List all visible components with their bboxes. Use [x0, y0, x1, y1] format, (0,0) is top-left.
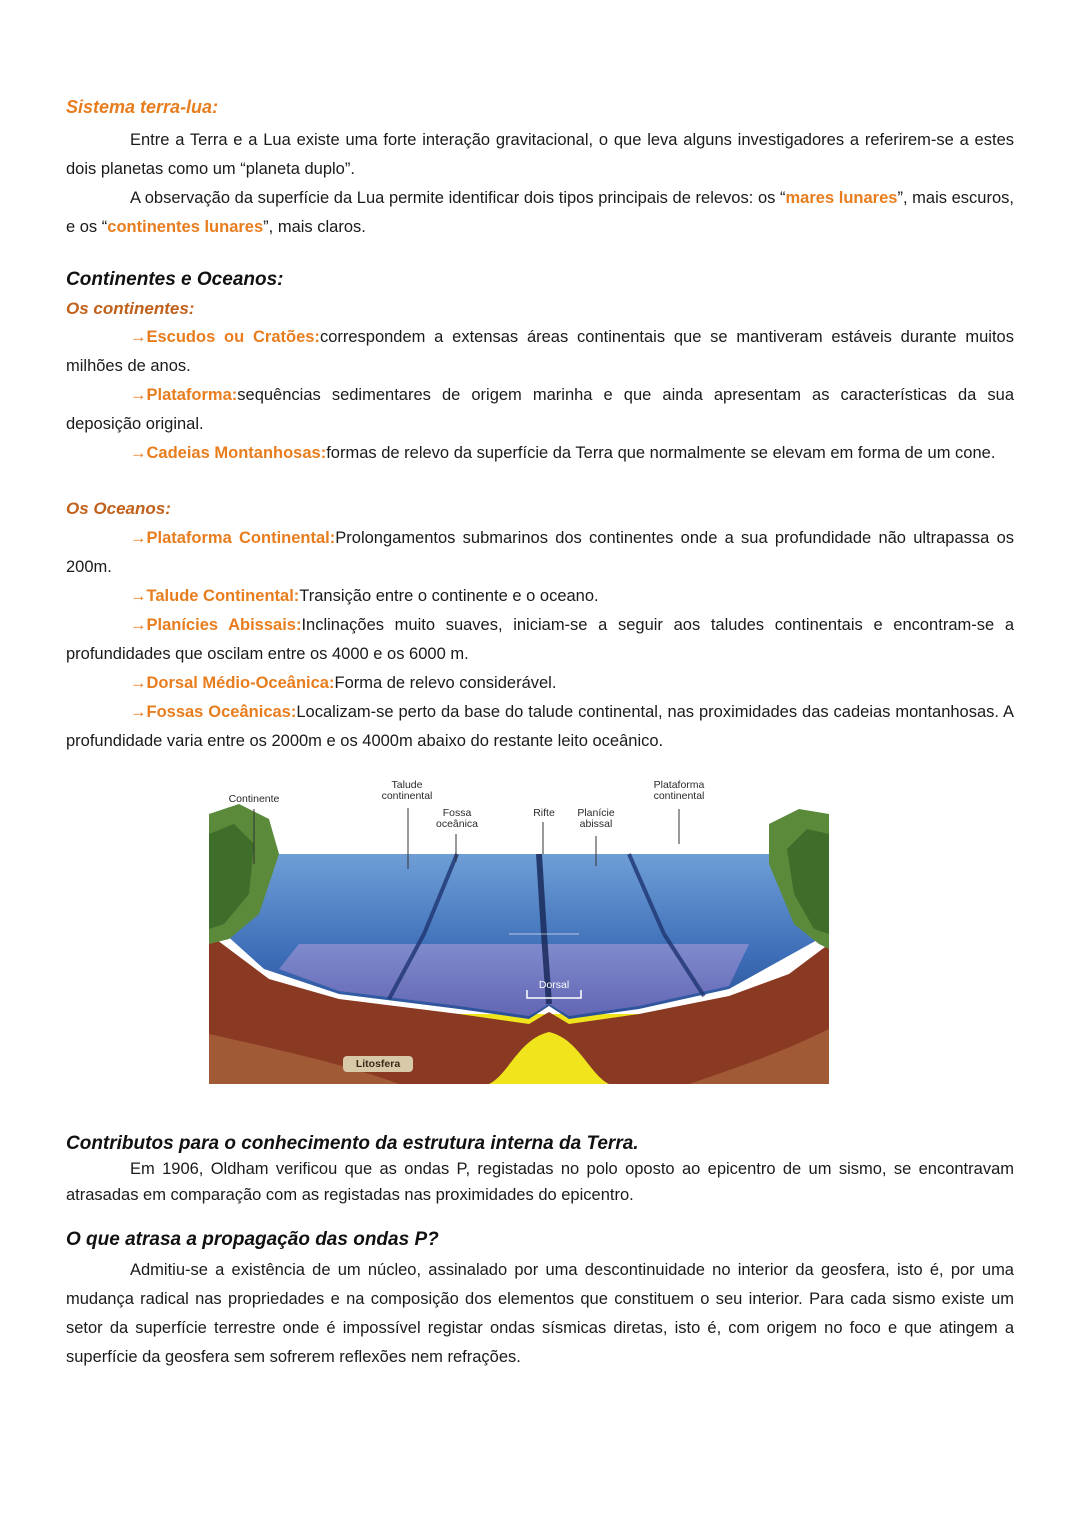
- paragraph-contributos: Em 1906, Oldham verificou que as ondas P, registadas no polo oposto ao epicentro de um sismo, se encontravam atrasadas em comparação com as registadas nas proximidades do epicentro.: [66, 1160, 1014, 1204]
- arrow-icon: →: [130, 328, 147, 346]
- arrow-icon: →: [130, 674, 147, 692]
- arrow-icon: →: [130, 703, 147, 721]
- paragraph-sistema-1: Entre a Terra e a Lua existe uma forte interação gravitacional, o que leva alguns investigadores a referirem-se a estes dois planetas como um “planeta duplo”.: [66, 131, 1014, 178]
- label-rifte: Rifte: [533, 807, 555, 819]
- ocean-floor-illustration: [209, 774, 829, 1084]
- subsection-title-continentes: Os continentes:: [66, 299, 195, 318]
- section-title-contributos: Contributos para o conhecimento da estrutura interna da Terra.: [66, 1133, 639, 1154]
- arrow-icon: →: [130, 616, 147, 634]
- list-item-planicies: →Planícies Abissais:Inclinações muito suaves, iniciam-se a seguir aos taludes continentais e encontram-se a profundidades que oscilam entre os 4000 e os 6000 m.: [66, 616, 1014, 663]
- label-continente: Continente: [228, 793, 280, 805]
- label-dorsal: Dorsal: [538, 979, 570, 991]
- arrow-icon: →: [130, 386, 147, 404]
- label-fossa: Fossa oceânica: [435, 807, 479, 830]
- section-title-sistema: Sistema terra-lua:: [66, 97, 219, 117]
- label-plataforma: Plataforma continental: [653, 779, 705, 802]
- ocean-floor-diagram: [209, 774, 829, 1084]
- list-item-plataforma: →Plataforma:sequências sedimentares de origem marinha e que ainda apresentam as características da sua deposição original.: [66, 386, 1014, 433]
- label-talude: Talude continental: [381, 779, 433, 802]
- subsection-title-oceanos: Os Oceanos:: [66, 499, 171, 518]
- section-title-atraso: O que atrasa a propagação das ondas P?: [66, 1229, 439, 1250]
- paragraph-atraso: Admitiu-se a existência de um núcleo, assinalado por uma descontinuidade no interior da geosfera, isto é, por uma mudança radical nas propriedades e na composição dos elementos que constituem o seu interior. Para cada sismo existe um setor da superfície terrestre onde é impossível registar ondas sísmicas diretas, isto é, com origem no foco e que atingem a superfície da geosfera sem sofrerem reflexões nem refrações.: [66, 1261, 1014, 1366]
- list-item-dorsal: →Dorsal Médio-Oceânica:Forma de relevo considerável.: [130, 674, 557, 692]
- arrow-icon: →: [130, 587, 147, 605]
- list-item-plataforma-continental: →Plataforma Continental:Prolongamentos submarinos dos continentes onde a sua profundidade não ultrapassa os 200m.: [66, 529, 1014, 576]
- highlight-continentes-lunares: continentes lunares: [107, 218, 264, 236]
- arrow-icon: →: [130, 529, 147, 547]
- list-item-escudos: →Escudos ou Cratões:correspondem a extensas áreas continentais que se mantiveram estáveis durante muitos milhões de anos.: [66, 328, 1014, 375]
- section-title-continentes: Continentes e Oceanos:: [66, 269, 284, 290]
- label-planicie: Planície abissal: [577, 807, 615, 830]
- label-litosfera: Litosfera: [355, 1058, 401, 1070]
- list-item-fossas: →Fossas Oceânicas:Localizam-se perto da base do talude continental, nas proximidades das cadeias montanhosas. A profundidade varia entre os 2000m e os 4000m abaixo do restante leito oceânico.: [66, 703, 1015, 750]
- arrow-icon: →: [130, 444, 147, 462]
- list-item-cadeias: →Cadeias Montanhosas:formas de relevo da superfície da Terra que normalmente se elevam em forma de um cone.: [130, 444, 996, 462]
- list-item-talude: →Talude Continental:Transição entre o continente e o oceano.: [130, 587, 599, 605]
- paragraph-sistema-2: A observação da superfície da Lua permite identificar dois tipos principais de relevos: os “mares lunares”, mais escuros, e os “continentes lunares”, mais claros.: [66, 189, 1014, 236]
- highlight-mares-lunares: mares lunares: [785, 189, 898, 207]
